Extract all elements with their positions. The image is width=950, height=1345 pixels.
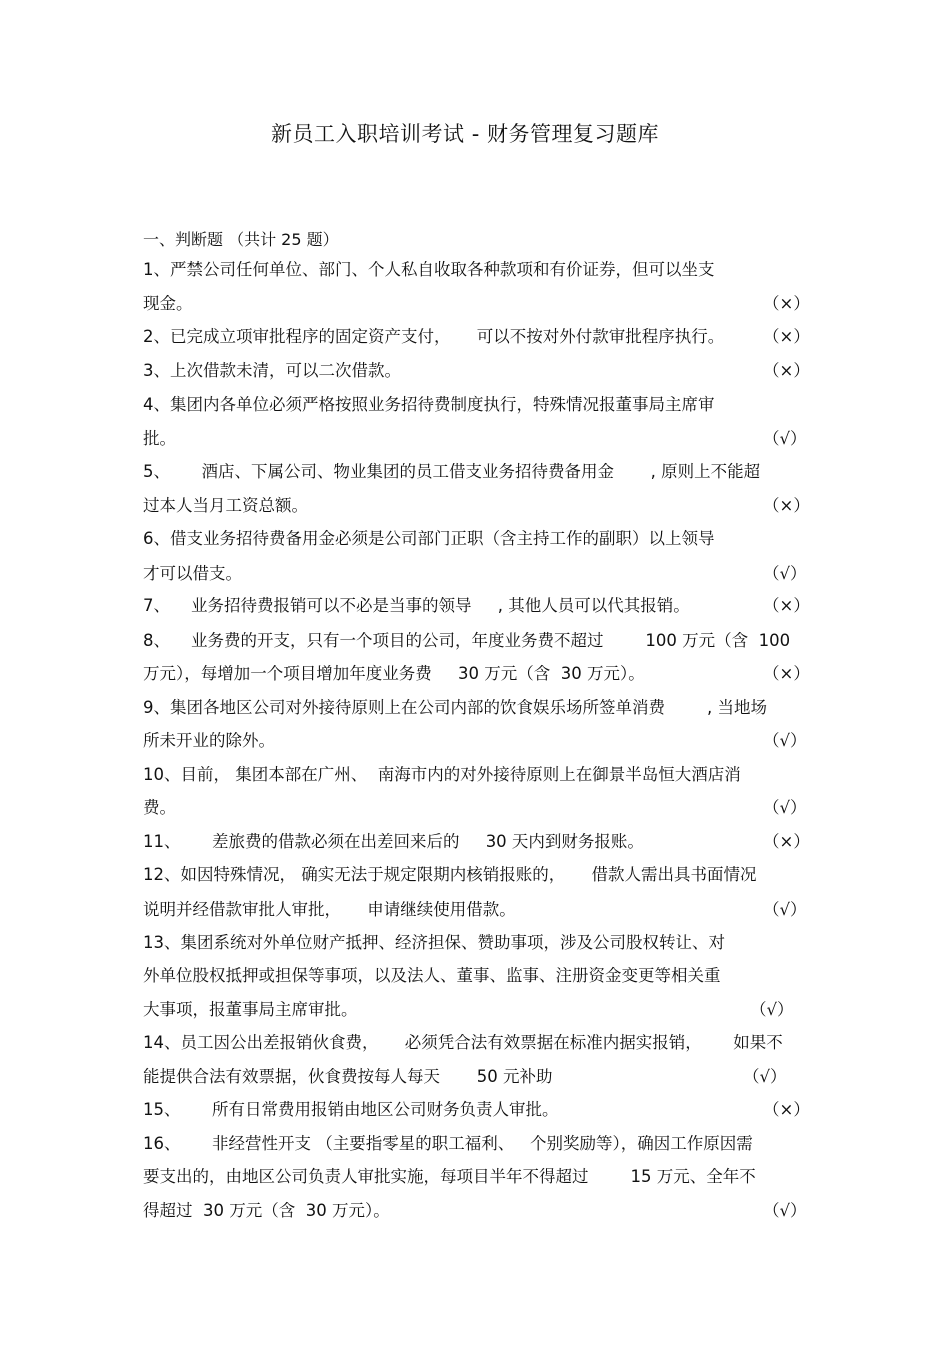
question-line: 现金。	[143, 294, 193, 313]
question-line: 说明并经借款审批人审批， 申请继续使用借款。	[143, 900, 516, 919]
question-line: 1、严禁公司任何单位、部门、个人私自收取各种款项和有价证券，但可以坐支	[143, 260, 715, 279]
question-line: 8、 业务费的开支，只有一个项目的公司，年度业务费不超过 100 万元（含 100	[143, 631, 791, 650]
answer-mark: （√）	[763, 564, 807, 583]
question-line: 6、借支业务招待费备用金必须是公司部门正职（含主持工作的副职）以上领导	[143, 529, 715, 548]
question-line: 16、 非经营性开支 （主要指零星的职工福利、 个别奖励等），确因工作原因需	[143, 1134, 753, 1153]
question-line: 9、集团各地区公司对外接待原则上在公司内部的饮食娱乐场所签单消费 , 当地场	[143, 698, 767, 717]
question-line: 万元），每增加一个项目增加年度业务费 30 万元（含 30 万元）。	[143, 664, 645, 683]
answer-mark: （√）	[763, 1201, 807, 1220]
question-line: 14、员工因公出差报销伙食费， 必须凭合法有效票据在标准内据实报销， 如果不	[143, 1033, 783, 1052]
answer-mark: （×）	[763, 361, 810, 380]
question-line: 2、已完成立项审批程序的固定资产支付， 可以不按对外付款审批程序执行。	[143, 327, 725, 346]
answer-mark: （×）	[763, 832, 810, 851]
question-line: 所未开业的除外。	[143, 731, 275, 750]
question-line: 13、集团系统对外单位财产抵押、经济担保、赞助事项，涉及公司股权转让、对	[143, 933, 725, 952]
question-line: 3、上次借款未清，可以二次借款。	[143, 361, 401, 380]
question-line: 5、 酒店、下属公司、物业集团的员工借支业务招待费备用金 , 原则上不能超	[143, 462, 761, 481]
question-line: 批。	[143, 429, 176, 448]
question-line: 能提供合法有效票据，伙食费按每人每天 50 元补助	[143, 1067, 553, 1086]
question-line: 得超过 30 万元（含 30 万元）。	[143, 1201, 390, 1220]
question-line: 7、 业务招待费报销可以不必是当事的领导 , 其他人员可以代其报销。	[143, 596, 690, 615]
question-line: 要支出的，由地区公司负责人审批实施，每项目半年不得超过 15 万元、全年不	[143, 1167, 756, 1186]
answer-mark: （√）	[750, 1000, 794, 1019]
answer-mark: （×）	[763, 1100, 810, 1119]
question-line: 外单位股权抵押或担保等事项，以及法人、董事、监事、注册资金变更等相关重	[143, 966, 721, 985]
question-line: 才可以借支。	[143, 564, 242, 583]
answer-mark: （×）	[763, 294, 810, 313]
answer-mark: （√）	[763, 731, 807, 750]
question-line: 费。	[143, 798, 176, 817]
answer-mark: （√）	[763, 900, 807, 919]
question-line: 过本人当月工资总额。	[143, 496, 308, 515]
answer-mark: （√）	[763, 798, 807, 817]
question-line: 4、集团内各单位必须严格按照业务招待费制度执行，特殊情况报董事局主席审	[143, 395, 715, 414]
answer-mark: （×）	[763, 327, 810, 346]
question-line: 11、 差旅费的借款必须在出差回来后的 30 天内到财务报账。	[143, 832, 644, 851]
answer-mark: （√）	[743, 1067, 787, 1086]
question-line: 大事项，报董事局主席审批。	[143, 1000, 358, 1019]
answer-mark: （×）	[763, 596, 810, 615]
answer-mark: （×）	[763, 664, 810, 683]
question-line: 15、 所有日常费用报销由地区公司财务负责人审批。	[143, 1100, 559, 1119]
answer-mark: （×）	[763, 496, 810, 515]
section-heading: 一、判断题 （共计 25 题）	[143, 230, 339, 249]
question-line: 10、目前， 集团本部在广州、 南海市内的对外接待原则上在御景半岛恒大酒店消	[143, 765, 741, 784]
document-title: 新员工入职培训考试 - 财务管理复习题库	[271, 122, 659, 146]
answer-mark: （√）	[763, 429, 807, 448]
question-line: 12、如因特殊情况， 确实无法于规定限期内核销报账的， 借款人需出具书面情况	[143, 865, 757, 884]
